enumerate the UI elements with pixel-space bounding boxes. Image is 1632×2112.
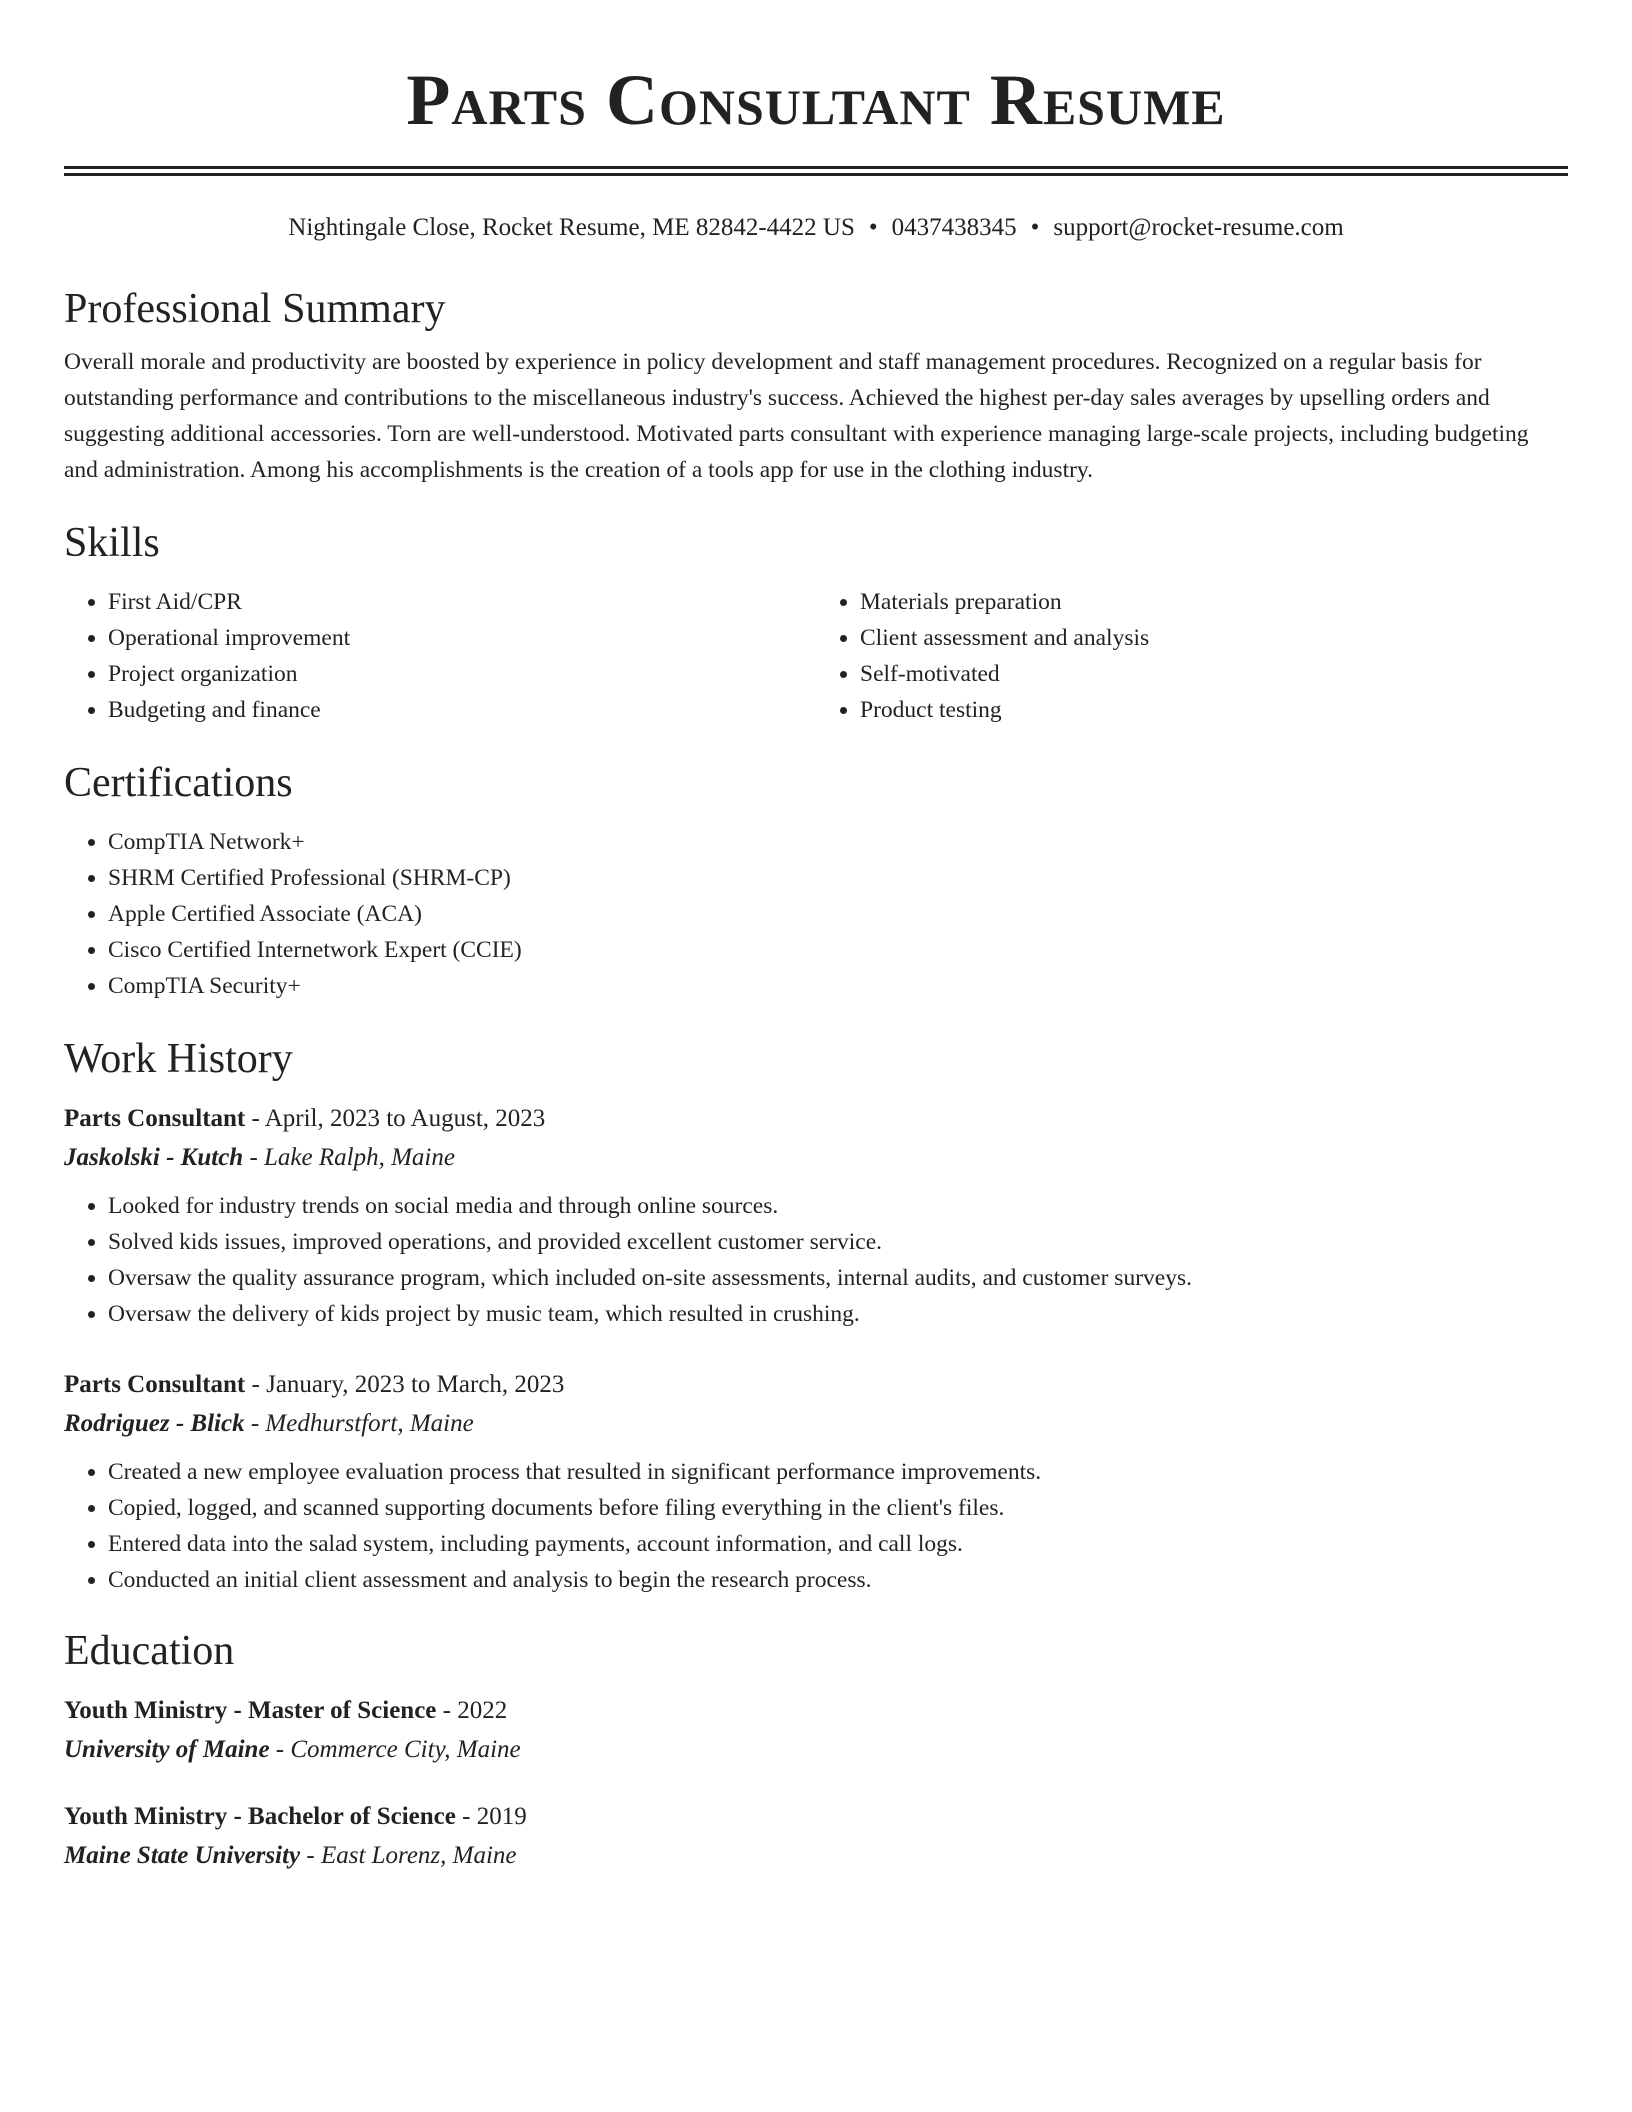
contact-separator: •	[868, 214, 878, 241]
contact-address: Nightingale Close, Rocket Resume, ME 82842-4422 US	[288, 214, 855, 241]
skill-item: • Materials preparation	[860, 584, 1568, 620]
certifications-list	[64, 824, 1568, 1004]
job-dates: January, 2023 to March, 2023	[266, 1371, 565, 1398]
school-location: East Lorenz, Maine	[320, 1842, 517, 1869]
certification-item: • CompTIA Network+	[108, 824, 1568, 860]
skill-item: • First Aid/CPR	[108, 584, 816, 620]
title-double-rule	[64, 166, 1568, 176]
certification-item: • CompTIA Security+	[108, 968, 1568, 1004]
job-company-line: Rodriguez - Blick - Medhurstfort, Maine	[64, 1410, 474, 1437]
job-bullets	[64, 1454, 1568, 1598]
job-bullet: • Copied, logged, and scanned supporting documents before filing everything in the client's files.	[108, 1490, 1568, 1526]
job-location: Medhurstfort, Maine	[265, 1410, 474, 1437]
skills-list-left	[64, 584, 816, 728]
skill-item: • Client assessment and analysis	[860, 620, 1568, 656]
certifications-section	[64, 758, 1568, 1004]
job-title: Parts Consultant	[64, 1105, 246, 1132]
education-entry	[64, 1692, 1568, 1770]
degree: Youth Ministry - Bachelor of Science	[64, 1803, 456, 1830]
work-history-section	[64, 1034, 1568, 1598]
job-bullet: • Entered data into the salad system, including payments, account information, and call logs.	[108, 1526, 1568, 1562]
job-company-line: Jaskolski - Kutch - Lake Ralph, Maine	[64, 1144, 455, 1171]
job-bullet: • Oversaw the quality assurance program, which included on-site assessments, internal audits, and customer surveys.	[108, 1260, 1568, 1296]
section-heading: Certifications	[64, 760, 293, 806]
summary-text: Overall morale and productivity are boosted by experience in policy development and staff management procedures. Recognized on a regular basis for outstanding performance and contributions to the miscellaneous industry's success. Achieved the highest per-day sales averages by upselling orders and suggesting additional accessories. Torn are well-understood. Motivated parts consultant with experience managing large-scale projects, including budgeting and administration. Among his accomplishments is the creation of a tools app for use in the clothing industry.	[64, 349, 1529, 483]
education-entry	[64, 1798, 1568, 1876]
skill-item: • Self-motivated	[860, 656, 1568, 692]
job-entry	[64, 1100, 1568, 1332]
school-name: University of Maine	[64, 1736, 270, 1763]
certification-item: • Cisco Certified Internetwork Expert (CCIE)	[108, 932, 1568, 968]
job-bullet: • Created a new employee evaluation process that resulted in significant performance improvements.	[108, 1454, 1568, 1490]
section-heading: Professional Summary	[64, 286, 446, 332]
job-title-line: Parts Consultant - April, 2023 to August, 2023	[64, 1105, 546, 1132]
job-bullet: • Conducted an initial client assessment and analysis to begin the research process.	[108, 1562, 1568, 1598]
contact-separator: •	[1030, 214, 1040, 241]
skills-columns	[64, 584, 1568, 728]
job-title-line: Parts Consultant - January, 2023 to March, 2023	[64, 1371, 565, 1398]
contact-email: support@rocket-resume.com	[1053, 214, 1344, 241]
section-heading: Education	[64, 1628, 235, 1674]
job-title: Parts Consultant	[64, 1371, 246, 1398]
certification-item: • SHRM Certified Professional (SHRM-CP)	[108, 860, 1568, 896]
contact-line	[64, 212, 1568, 244]
job-entry	[64, 1366, 1568, 1598]
contact-phone: 0437438345	[891, 214, 1017, 241]
job-bullet: • Looked for industry trends on social media and through online sources.	[108, 1188, 1568, 1224]
skill-item: • Budgeting and finance	[108, 692, 816, 728]
school-line: Maine State University - East Lorenz, Maine	[64, 1842, 517, 1869]
job-company: Jaskolski - Kutch	[64, 1144, 244, 1171]
professional-summary-section	[64, 284, 1568, 488]
school-location: Commerce City, Maine	[290, 1736, 521, 1763]
section-heading: Work History	[64, 1036, 293, 1082]
skills-list-right	[816, 584, 1568, 728]
resume-title: Parts Consultant Resume	[406, 60, 1226, 140]
job-bullet: • Oversaw the delivery of kids project by music team, which resulted in crushing.	[108, 1296, 1568, 1332]
job-dates: April, 2023 to August, 2023	[264, 1105, 546, 1132]
graduation-year: 2019	[476, 1803, 527, 1830]
job-bullets	[64, 1188, 1568, 1332]
job-bullet: • Solved kids issues, improved operations, and provided excellent customer service.	[108, 1224, 1568, 1260]
skills-section	[64, 518, 1568, 728]
degree-line: Youth Ministry - Bachelor of Science - 2019	[64, 1803, 527, 1830]
skill-item: • Operational improvement	[108, 620, 816, 656]
degree-line: Youth Ministry - Master of Science - 2022	[64, 1697, 508, 1724]
skill-item: • Project organization	[108, 656, 816, 692]
degree: Youth Ministry - Master of Science	[64, 1697, 437, 1724]
skill-item: • Product testing	[860, 692, 1568, 728]
job-location: Lake Ralph, Maine	[264, 1144, 455, 1171]
certification-item: • Apple Certified Associate (ACA)	[108, 896, 1568, 932]
school-name: Maine State University	[64, 1842, 301, 1869]
section-heading: Skills	[64, 520, 160, 566]
school-line: University of Maine - Commerce City, Maine	[64, 1736, 521, 1763]
graduation-year: 2022	[457, 1697, 508, 1724]
education-section	[64, 1626, 1568, 1876]
job-company: Rodriguez - Blick	[64, 1410, 245, 1437]
